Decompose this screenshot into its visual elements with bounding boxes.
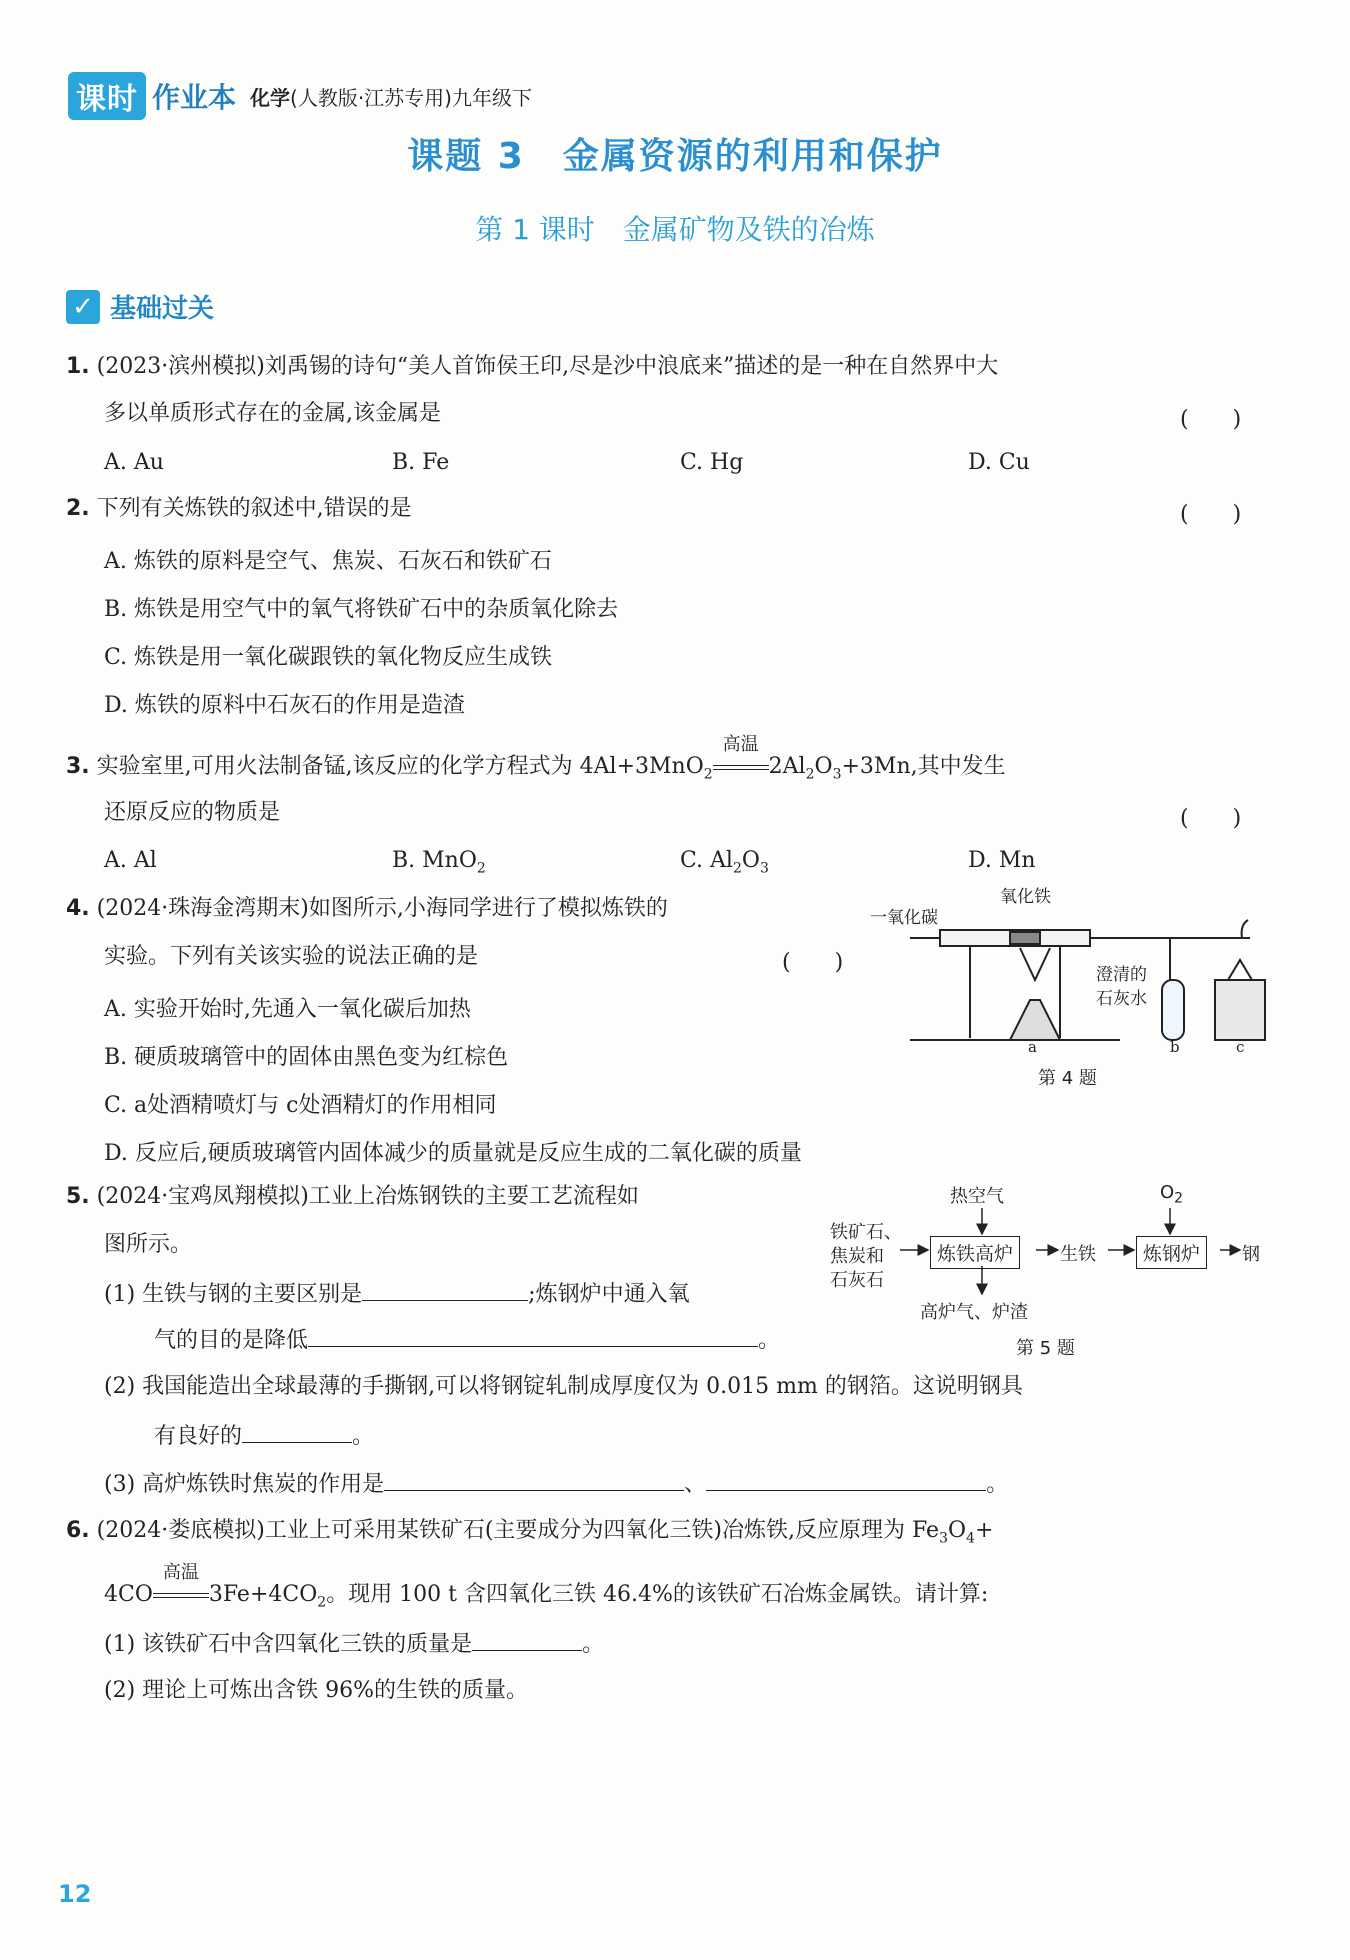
q5-sub1-end: 。 (758, 1328, 781, 1353)
q5-blank1[interactable] (362, 1278, 528, 1301)
q6-line1 (66, 1516, 993, 1553)
q1-option-a: A. Au (104, 450, 164, 475)
q6-sub1-end: 。 (582, 1632, 605, 1657)
lamp-stand-c (1215, 980, 1265, 1040)
q6-products: 3Fe+4CO (208, 1582, 318, 1607)
q6-blank1[interactable] (472, 1628, 582, 1651)
q6-sub1-text: (1) 该铁矿石中含四氧化三铁的质量是 (104, 1632, 473, 1657)
flow-blast-furnace: 炼铁高炉 (930, 1236, 1020, 1269)
q1-line1 (66, 352, 998, 382)
flame-c (1242, 920, 1248, 938)
q3-number: 3. (66, 754, 90, 779)
flow-input1: 铁矿石、 (830, 1222, 902, 1243)
flow-oxygen-text: O (1160, 1182, 1175, 1203)
brand-name: 作业本 (152, 81, 237, 114)
flame-a (1020, 948, 1050, 980)
alcohol-lamp-c (1228, 960, 1252, 980)
q4-option-a: A. 实验开始时,先通入一氧化碳后加热 (104, 997, 471, 1022)
test-tube-b (1162, 980, 1184, 1040)
q5-sub1-text2: ;炼钢炉中通入氧 (528, 1282, 690, 1307)
label-a: a (1028, 1038, 1037, 1056)
q2-line1 (66, 494, 412, 524)
q1-option-d: D. Cu (968, 450, 1030, 475)
q5-blank3[interactable] (242, 1420, 352, 1443)
q3-condition (713, 734, 769, 782)
q6-line2 (104, 1562, 989, 1617)
q3-sub: 3 (832, 766, 842, 783)
q6-plus: + (974, 1518, 994, 1543)
q5-sub3-text: (3) 高炉炼铁时焦炭的作用是 (104, 1472, 385, 1497)
q4-caption: 第 4 题 (1038, 1068, 1097, 1089)
q1-line2: 多以单质形式存在的金属,该金属是 (104, 401, 441, 426)
q6-sub: 2 (317, 1594, 327, 1611)
q6-sub: 4 (966, 1530, 975, 1547)
q5-caption: 第 5 题 (1016, 1338, 1075, 1359)
q5-blank5[interactable] (706, 1468, 986, 1491)
q6-reactant: 4CO (104, 1582, 153, 1607)
q6-stem: (2024·娄底模拟)工业上可采用某铁矿石(主要成分为四氧化三铁)冶炼铁,反应原理为 Fe (96, 1518, 940, 1543)
section-header (66, 288, 214, 325)
q3-equation-right: +3Mn,其中发生 (841, 754, 1006, 779)
check-icon: ✓ (66, 290, 100, 324)
q4-line1 (66, 894, 668, 924)
q2-option-c: C. 炼铁是用一氧化碳跟铁的氧化物反应生成铁 (104, 645, 553, 670)
label-iron-oxide: 氧化铁 (1000, 887, 1051, 907)
q5-sub2-end: 。 (352, 1424, 375, 1449)
q3-sub: 2 (805, 766, 815, 783)
q5-sub2-line1: (2) 我国能造出全球最薄的手撕钢,可以将钢锭轧制成厚度仅为 0.015 mm 的钢箔。这说明钢具 (104, 1374, 1023, 1399)
q3-option-b-text: B. MnO (392, 848, 477, 873)
q4-option-d: D. 反应后,硬质玻璃管内固体减少的质量就是反应生成的二氧化碳的质量 (104, 1141, 802, 1166)
q5-sub2-line2 (154, 1420, 374, 1452)
lesson-subtitle: 第 1 课时 金属矿物及铁的冶炼 (475, 213, 875, 246)
q2-option-d: D. 炼铁的原料中石灰石的作用是造渣 (104, 693, 465, 718)
q3-option-c (680, 848, 769, 876)
section-label: 基础过关 (110, 294, 215, 324)
q6-condition-text: 高温 (162, 1562, 199, 1583)
q4-line2: 实验。下列有关该实验的说法正确的是 (104, 944, 479, 969)
q1-stem: (2023·滨州模拟)刘禹锡的诗句“美人首饰侯王印,尽是沙中浪底来”描述的是一种在自然界中大 (96, 354, 999, 379)
q2-number: 2. (66, 496, 90, 521)
flow-pig-iron: 生铁 (1060, 1244, 1096, 1265)
q5-sub3-end: 。 (986, 1472, 1009, 1497)
q5-blank4[interactable] (384, 1468, 684, 1491)
q6-equals-sign (153, 1593, 209, 1598)
q4-option-c: C. a处酒精喷灯与 c处酒精灯的作用相同 (104, 1093, 497, 1118)
flow-steel-furnace: 炼钢炉 (1136, 1236, 1207, 1269)
q5-number: 5. (66, 1184, 90, 1209)
book-info (250, 82, 532, 111)
q3-sub: 2 (732, 860, 742, 877)
label-c: c (1236, 1038, 1245, 1056)
subject: 化学 (250, 85, 291, 110)
page-title: 课题 3 金属资源的利用和保护 (407, 136, 943, 177)
label-co: 一氧化碳 (870, 908, 938, 928)
q3-product1b: O (814, 754, 833, 779)
q2-option-a: A. 炼铁的原料是空气、焦炭、石灰石和铁矿石 (104, 549, 552, 574)
q5-sub3-sep: 、 (684, 1472, 707, 1497)
q3-condition-text: 高温 (722, 734, 759, 755)
q5-sub2-text: 有良好的 (154, 1424, 243, 1449)
q5-blank2[interactable] (308, 1324, 758, 1347)
q5-line2: 图所示。 (104, 1232, 193, 1257)
q3-sub: 3 (759, 860, 769, 877)
q2-answer-paren: ( ) (1180, 502, 1242, 527)
q3-equation-left: 实验室里,可用火法制备锰,该反应的化学方程式为 4Al+3MnO (96, 754, 704, 779)
q3-sub: 2 (703, 766, 713, 783)
q5-sub3 (104, 1468, 1008, 1500)
q3-option-c-text: C. Al (680, 848, 733, 873)
q6-sub: 3 (939, 1530, 948, 1547)
q1-number: 1. (66, 354, 90, 379)
q3-answer-paren: ( ) (1180, 806, 1242, 831)
q1-option-c: C. Hg (680, 450, 744, 475)
flow-steel: 钢 (1242, 1244, 1260, 1265)
q3-line1 (66, 734, 1006, 789)
page-number: 12 (58, 1880, 92, 1908)
brand-logo: 课时 (68, 72, 146, 120)
q3-option-d: D. Mn (968, 848, 1036, 873)
q6-number: 6. (66, 1518, 90, 1543)
q5-sub1-line2 (154, 1324, 780, 1356)
q3-option-c-text2: O (741, 848, 760, 873)
q6-sub1 (104, 1628, 604, 1660)
q2-option-b: B. 炼铁是用空气中的氧气将铁矿石中的杂质氧化除去 (104, 597, 619, 622)
q4-answer-paren: ( ) (782, 950, 844, 975)
q4-stem: (2024·珠海金湾期末)如图所示,小海同学进行了模拟炼铁的 (96, 896, 668, 921)
flow-input2: 焦炭和 (830, 1246, 884, 1267)
header-brand (68, 72, 532, 120)
q3-option-b (392, 848, 486, 876)
q3-equals-sign (713, 765, 769, 770)
edition: (人教版·江苏专用)九年级下 (290, 85, 532, 110)
label-limewater1: 澄清的 (1096, 965, 1147, 985)
q4-number: 4. (66, 896, 90, 921)
q3-option-a: A. Al (104, 848, 157, 873)
q4-option-b: B. 硬质玻璃管中的固体由黑色变为红棕色 (104, 1045, 509, 1070)
flow-hot-air: 热空气 (950, 1186, 1004, 1207)
q5-stem: (2024·宝鸡凤翔模拟)工业上冶炼钢铁的主要工艺流程如 (96, 1184, 639, 1209)
q6-stem2: 。现用 100 t 含四氧化三铁 46.4%的该铁矿石冶炼金属铁。请计算: (326, 1582, 989, 1607)
q6-condition (153, 1562, 209, 1610)
iron-oxide-sample (1010, 932, 1040, 944)
flow-arrows (880, 1200, 1260, 1300)
q3-line2: 还原反应的物质是 (104, 800, 281, 825)
q5-sub1-line1 (104, 1278, 690, 1310)
q3-product1: 2Al (768, 754, 806, 779)
q2-stem: 下列有关炼铁的叙述中,错误的是 (96, 496, 412, 521)
q5-line1 (66, 1182, 639, 1212)
flow-input3: 石灰石 (830, 1270, 884, 1291)
q3-sub: 2 (476, 860, 486, 877)
flow-oxygen-sub: 2 (1174, 1190, 1184, 1207)
q1-option-b: B. Fe (392, 450, 450, 475)
label-limewater2: 石灰水 (1096, 989, 1147, 1009)
q1-answer-paren: ( ) (1180, 407, 1242, 432)
q5-sub1-text: (1) 生铁与钢的主要区别是 (104, 1282, 363, 1307)
label-b: b (1170, 1038, 1180, 1056)
q5-sub1-text3: 气的目的是降低 (154, 1328, 309, 1353)
q6-o: O (947, 1518, 967, 1543)
alcohol-blast-lamp (1010, 1000, 1060, 1040)
flow-byproducts: 高炉气、炉渣 (920, 1302, 1028, 1323)
q6-sub2: (2) 理论上可炼出含铁 96%的生铁的质量。 (104, 1678, 529, 1703)
